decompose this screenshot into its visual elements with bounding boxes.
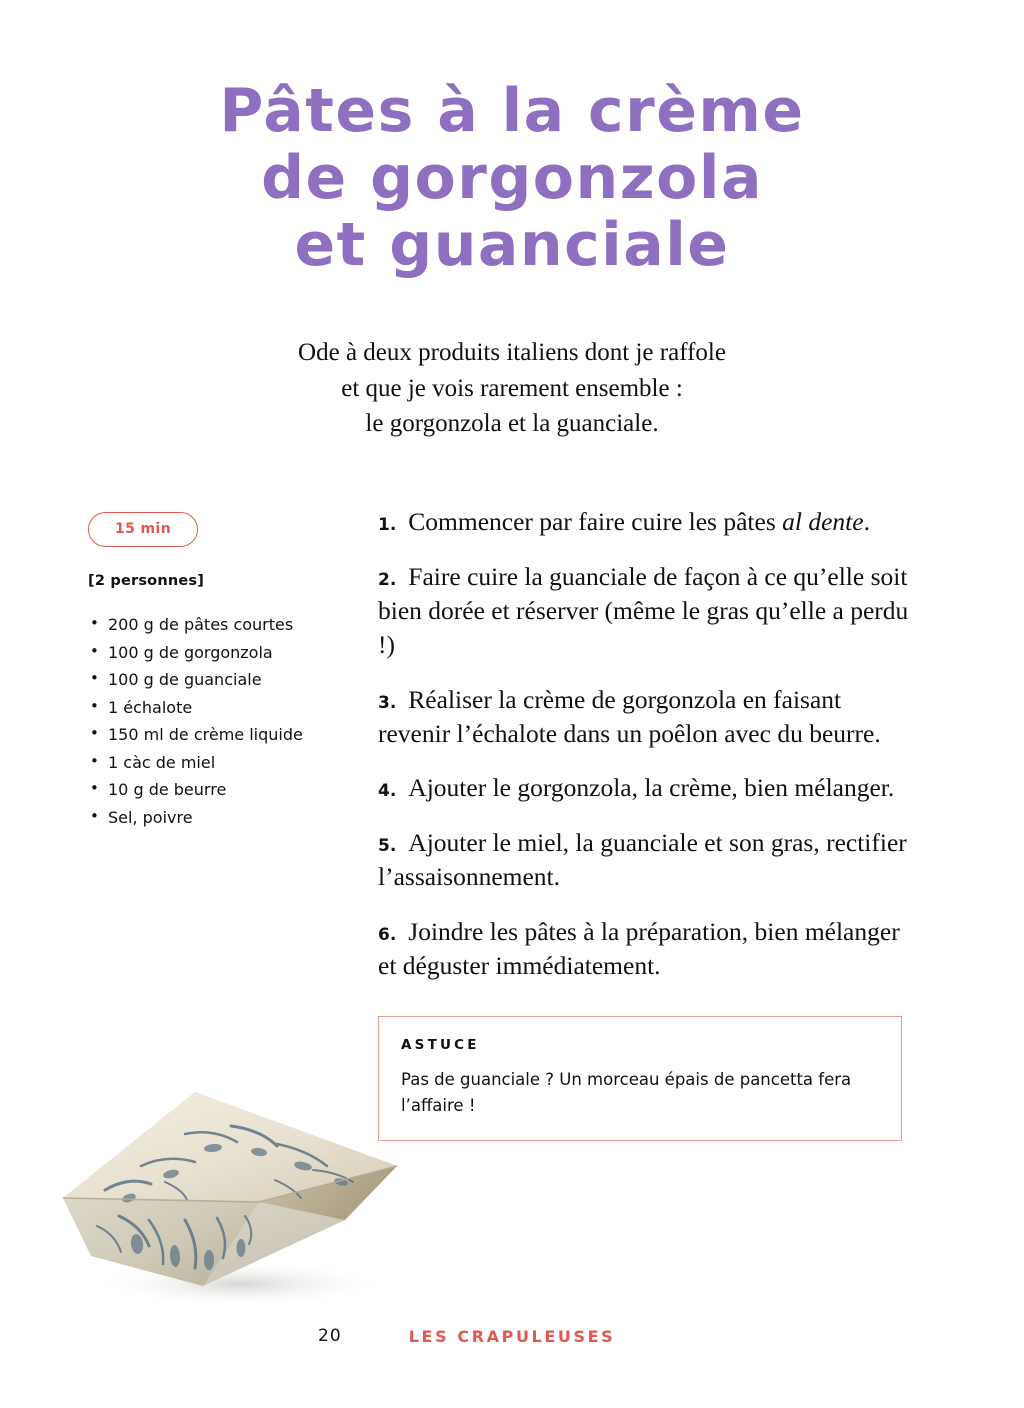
step-number: 3. — [378, 692, 397, 713]
servings-label: [2 personnes] — [88, 573, 205, 589]
step-number: 6. — [378, 925, 397, 946]
gorgonzola-wedge-photo — [45, 1070, 415, 1320]
subtitle-line-1: Ode à deux produits italiens dont je raffole — [298, 339, 726, 366]
step-text: Faire cuire la guanciale de façon à ce qu’elle soit bien dorée et réserver (même le gras qu’elle a perdu !) — [378, 561, 909, 659]
preparation-steps — [378, 505, 918, 1004]
step-text: Commencer par faire cuire les pâtes — [408, 507, 783, 536]
step-text: Ajouter le gorgonzola, la crème, bien mélanger. — [408, 773, 895, 803]
list-item: • 100 g de gorgonzola — [88, 639, 338, 667]
title-line-3: et guanciale — [294, 210, 730, 281]
title-line-2: de gorgonzola — [261, 143, 763, 214]
page-number: 20 — [318, 1326, 342, 1346]
tip-box — [378, 1016, 902, 1141]
subtitle-line-2: et que je vois rarement ensemble : — [341, 374, 683, 402]
list-item: • Sel, poivre — [88, 804, 338, 832]
step-text: Joindre les pâtes à la préparation, bien mélanger et déguster immédiatement. — [378, 917, 900, 981]
footer-brand: LES CRAPULEUSES — [408, 1327, 616, 1346]
step-2 — [378, 560, 918, 662]
recipe-subtitle — [0, 335, 1024, 442]
step-6 — [378, 915, 918, 983]
step-text-tail: . — [863, 507, 870, 536]
page-title — [0, 78, 1024, 280]
step-5 — [378, 826, 918, 894]
tip-text: Pas de guanciale ? Un morceau épais de pancetta fera l’affaire ! — [401, 1070, 852, 1115]
title-line-1: Pâtes à la crème — [219, 76, 805, 146]
list-item: • 10 g de beurre — [88, 776, 338, 804]
step-1 — [378, 505, 918, 539]
list-item: • 150 ml de crème liquide — [88, 721, 338, 749]
step-3 — [378, 683, 918, 751]
list-item: • 1 échalote — [88, 694, 338, 722]
step-4 — [378, 771, 918, 805]
step-number: 2. — [378, 569, 397, 590]
recipe-meta-column — [88, 512, 338, 831]
list-item: • 100 g de guanciale — [88, 666, 338, 694]
step-number: 4. — [378, 781, 397, 802]
step-text: Ajouter le miel, la guanciale et son gras, rectifier l’assaisonnement. — [378, 828, 907, 892]
step-number: 1. — [378, 515, 397, 535]
tip-label: ASTUCE — [401, 1037, 480, 1053]
step-text: Réaliser la crème de gorgonzola en faisant revenir l’échalote dans un poêlon avec du beurre. — [378, 684, 881, 748]
subtitle-line-3: le gorgonzola et la guanciale. — [365, 410, 659, 437]
step-emphasis: al dente — [782, 507, 864, 536]
list-item: • 200 g de pâtes courtes — [88, 611, 338, 639]
list-item: • 1 càc de miel — [88, 749, 338, 777]
cooking-time-badge: 15 min — [88, 512, 198, 547]
step-number: 5. — [378, 836, 397, 857]
ingredients-list — [88, 611, 338, 831]
